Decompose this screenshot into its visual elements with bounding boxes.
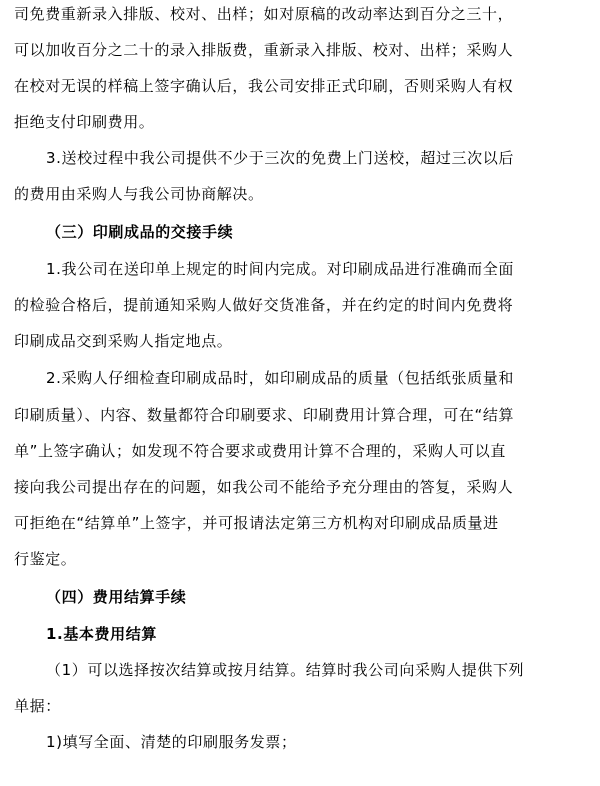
paragraph-line: 3.送校过程中我公司提供不少于三次的免费上门送校，超过三次以后	[46, 149, 514, 167]
paragraph-line: 可以加收百分之二十的录入排版费，重新录入排版、校对、出样；采购人	[14, 41, 514, 59]
paragraph-line: 接向我公司提出存在的问题，如我公司不能给予充分理由的答复，采购人	[14, 478, 514, 496]
paragraph-line: 单”上签字确认；如发现不符合要求或费用计算不合理的，采购人可以直	[14, 442, 506, 460]
paragraph-line: 的费用由采购人与我公司协商解决。	[14, 185, 264, 203]
paragraph-line: 行鉴定。	[14, 550, 77, 568]
paragraph-line: 印刷成品交到采购人指定地点。	[14, 332, 233, 350]
subsection-heading: 1.基本费用结算	[46, 625, 157, 643]
paragraph-line: 可拒绝在“结算单”上签字，并可报请法定第三方机构对印刷成品质量进	[14, 514, 499, 532]
paragraph-line: 单据：	[14, 697, 61, 715]
paragraph-line: （1）可以选择按次结算或按月结算。结算时我公司向采购人提供下列	[46, 661, 525, 679]
paragraph-line: 拒绝支付印刷费用。	[14, 113, 155, 131]
paragraph-line: 1.我公司在送印单上规定的时间内完成。对印刷成品进行准确而全面	[46, 260, 514, 278]
paragraph-line: 司免费重新录入排版、校对、出样；如对原稿的改动率达到百分之三十，	[14, 5, 514, 23]
paragraph-line: 在校对无误的样稿上签字确认后，我公司安排正式印刷，否则采购人有权	[14, 77, 514, 95]
section-heading: （四）费用结算手续	[46, 588, 187, 606]
paragraph-line: 的检验合格后，提前通知采购人做好交货准备，并在约定的时间内免费将	[14, 296, 514, 314]
paragraph-line: 2.采购人仔细检查印刷成品时，如印刷成品的质量（包括纸张质量和	[46, 369, 514, 387]
paragraph-line: 1)填写全面、清楚的印刷服务发票；	[46, 733, 297, 751]
section-heading: （三）印刷成品的交接手续	[46, 223, 234, 241]
paragraph-line: 印刷质量）、内容、数量都符合印刷要求、印刷费用计算合理，可在“结算	[14, 406, 515, 424]
